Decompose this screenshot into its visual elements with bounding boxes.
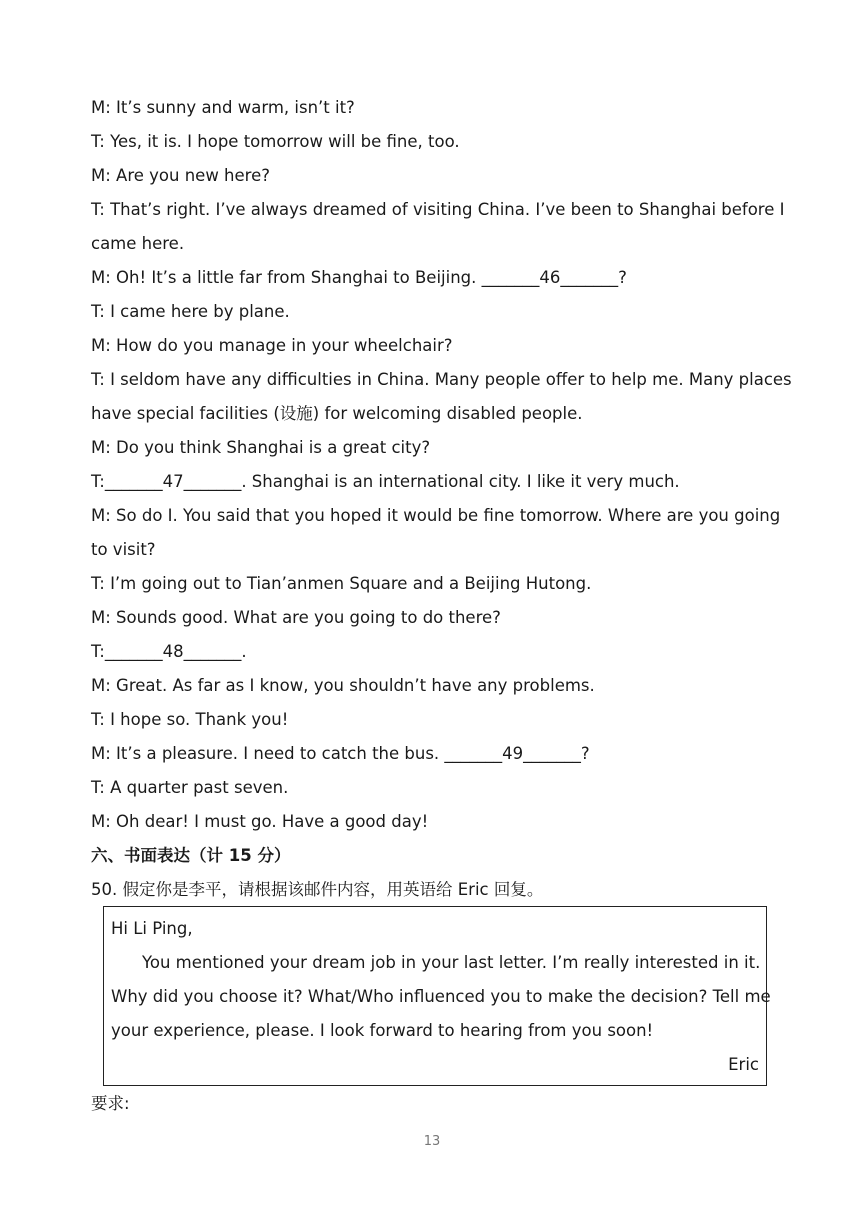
dialogue-line: M: It’s sunny and warm, isn’t it? [91, 98, 355, 117]
email-box [103, 906, 771, 1086]
dialogue-line: T: That’s right. I’ve always dreamed of visiting China. I’ve been to Shanghai before I [91, 200, 785, 219]
dialogue-line: T: I seldom have any difficulties in China. Many people offer to help me. Many places [91, 370, 792, 389]
dialogue-line: M: Great. As far as I know, you shouldn’t have any problems. [91, 676, 595, 695]
dialogue-line: T: Yes, it is. I hope tomorrow will be fine, too. [91, 132, 460, 151]
dialogue-line: M: Do you think Shanghai is a great city? [91, 438, 431, 457]
dialogue-line: T: A quarter past seven. [91, 778, 289, 797]
dialogue-line: have special facilities (设施) for welcoming disabled people. [91, 404, 583, 423]
dialogue-line: M: Sounds good. What are you going to do there? [91, 608, 501, 627]
dialogue-line: T: I’m going out to Tian’anmen Square and a Beijing Hutong. [91, 574, 592, 593]
dialogue-line: to visit? [91, 540, 156, 559]
dialogue-line: M: Oh dear! I must go. Have a good day! [91, 812, 429, 831]
email-body-line: your experience, please. I look forward to hearing from you soon! [111, 1021, 654, 1040]
email-body-line: Why did you choose it? What/Who influenced you to make the decision? Tell me [111, 987, 771, 1006]
question-prompt: 50. 假定你是李平，请根据该邮件内容，用英语给 Eric 回复。 [91, 880, 544, 899]
dialogue-line: T: I came here by plane. [91, 302, 290, 321]
dialogue-line: T:_______47_______. Shanghai is an international city. I like it very much. [91, 472, 680, 491]
email-body-line: You mentioned your dream job in your last letter. I’m really interested in it. [142, 953, 761, 972]
dialogue-line: M: It’s a pleasure. I need to catch the bus. _______49_______? [91, 744, 590, 763]
dialogue-line: T: I hope so. Thank you! [91, 710, 289, 729]
dialogue-line: M: How do you manage in your wheelchair? [91, 336, 453, 355]
dialogue [91, 92, 792, 908]
dialogue-line: T:_______48_______. [91, 642, 247, 661]
email-greeting: Hi Li Ping, [111, 919, 193, 938]
section-title: 六、书面表达（计 15 分） [91, 846, 291, 865]
page-number: 13 [423, 1134, 441, 1149]
email-signature: Eric [728, 1055, 759, 1074]
dialogue-line: M: So do I. You said that you hoped it would be fine tomorrow. Where are you going [91, 506, 781, 525]
requirements-label: 要求: [91, 1094, 130, 1113]
dialogue-line: came here. [91, 234, 185, 253]
dialogue-line: M: Oh! It’s a little far from Shanghai to Beijing. _______46_______? [91, 268, 627, 287]
dialogue-line: M: Are you new here? [91, 166, 270, 185]
